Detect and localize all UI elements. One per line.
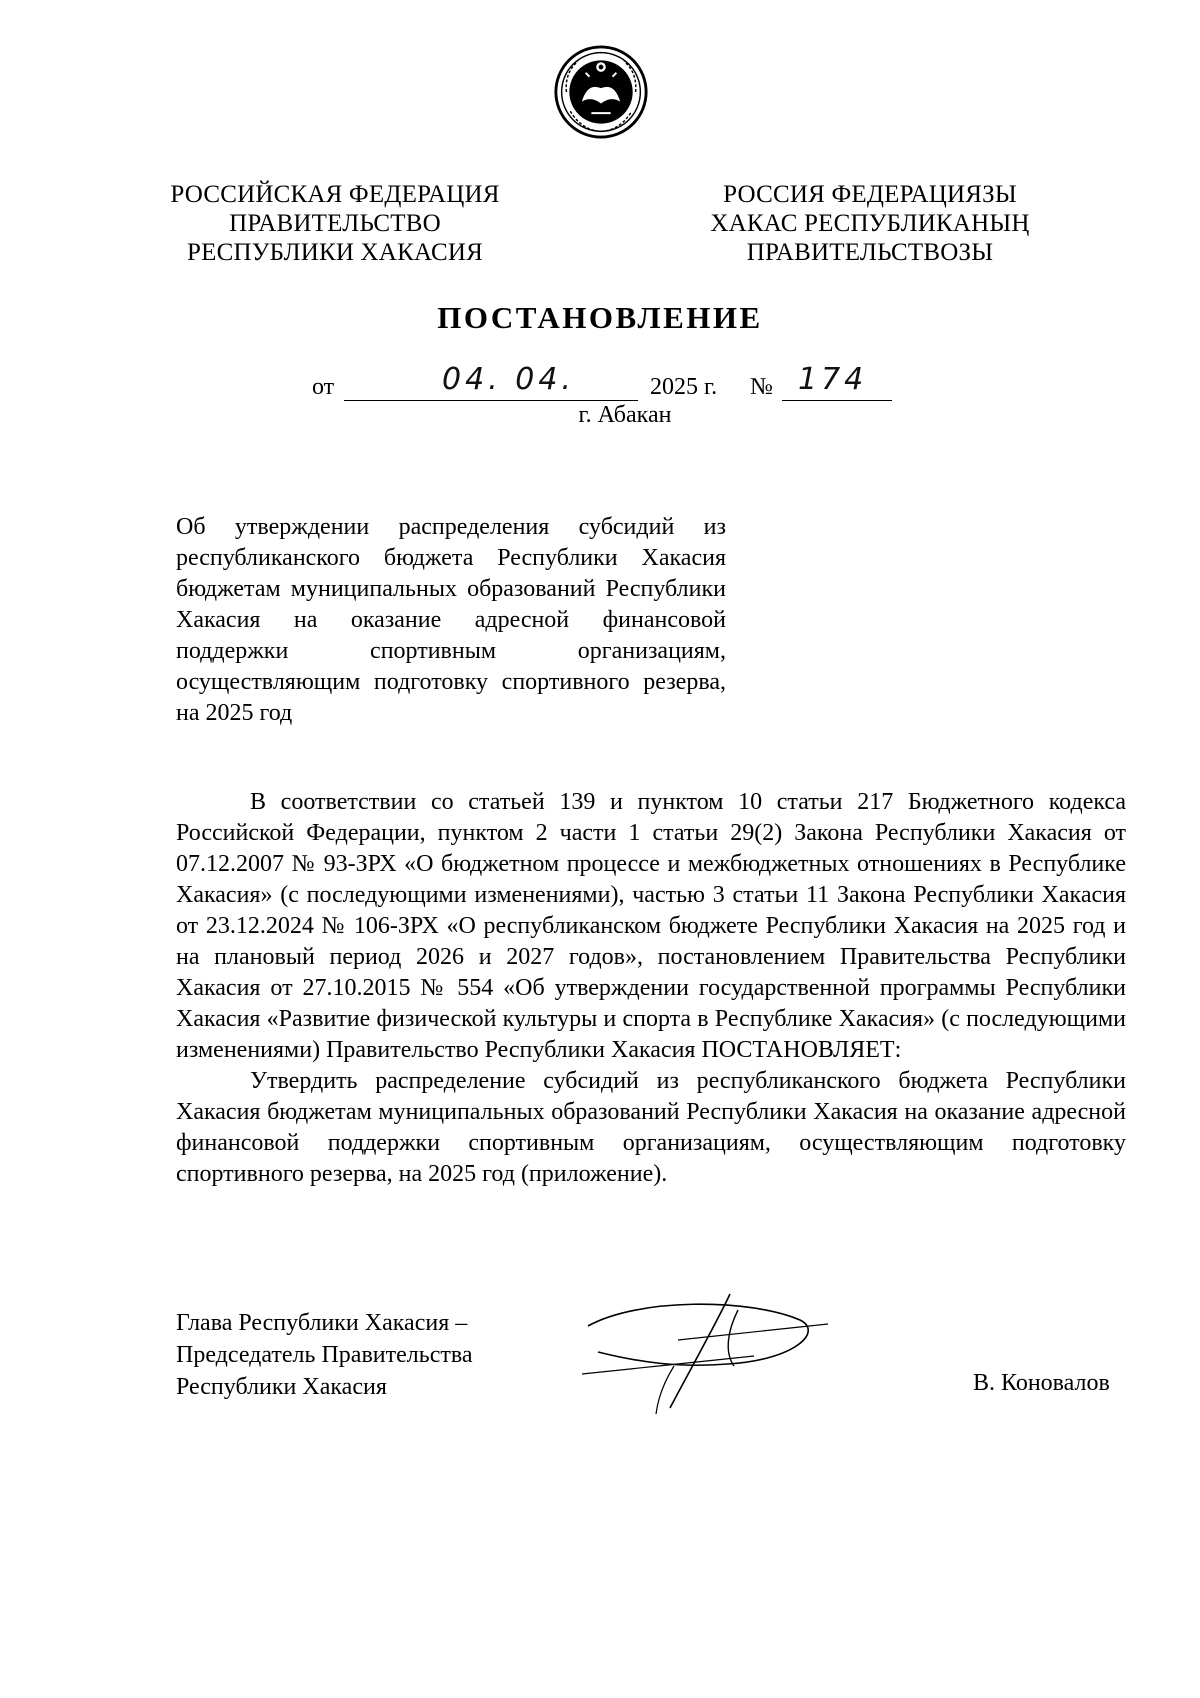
document-type-title: ПОСТАНОВЛЕНИЕ bbox=[437, 300, 763, 335]
header-right-line-1: РОССИЯ ФЕДЕРАЦИЯЗЫ bbox=[723, 181, 1017, 208]
body-paragraph-2: Утвердить распределение субсидий из республиканского бюджета Республики Хакасия бюджетам муниципальных образований Республики Хакасия на оказание адресной финансовой поддержки спортивным организациям, осуществляющим подготовку спортивного резерва, на 2025 год (приложение). bbox=[176, 1068, 1126, 1187]
header-left-line-1: РОССИЙСКАЯ ФЕДЕРАЦИЯ bbox=[170, 181, 500, 208]
handwritten-number: 174 bbox=[798, 362, 868, 397]
header-left-block bbox=[160, 180, 510, 267]
header-left-line-2: ПРАВИТЕЛЬСТВО bbox=[229, 210, 441, 237]
number-label: № bbox=[750, 374, 773, 400]
document-body bbox=[176, 787, 1126, 1190]
handwritten-date: 04. 04. bbox=[442, 362, 575, 397]
document-subject: Об утверждении распределения субсидий из республиканского бюджета Республики Хакасия бюджетам муниципальных образований Республики Хакасия на оказание адресной финансовой поддержки спортивным организациям, осуществляющим подготовку спортивного резерва, на 2025 год bbox=[176, 514, 726, 726]
number-underline bbox=[782, 362, 892, 401]
body-paragraph-1: В соответствии со статьей 139 и пунктом 10 статьи 217 Бюджетного кодекса Российской Федерации, пунктом 2 части 1 статьи 29(2) Закона Республики Хакасия от 07.12.2007 № 93-ЗРХ «О бюджетном процессе и межбюджетных отношениях в Республике Хакасия» (с последующими изменениями), частью 3 статьи 11 Закона Республики Хакасия от 23.12.2024 № 106-ЗРХ «О республиканском бюджете Республики Хакасия на 2025 год и на плановый период 2026 и 2027 годов», постановлением Правительства Республики Хакасия от 27.10.2015 № 554 «Об утверждении государственной программы Республики Хакасия «Развитие физической культуры и спорта в Республике Хакасия» (с последующими изменениями) Правительство Республики Хакасия ПОСТАНОВЛЯЕТ: bbox=[176, 789, 1126, 1063]
signatory-position-line-3: Республики Хакасия bbox=[176, 1374, 387, 1400]
header-left-line-3: РЕСПУБЛИКИ ХАКАСИЯ bbox=[187, 239, 483, 266]
signatory-position-line-1: Глава Республики Хакасия – bbox=[176, 1310, 468, 1336]
year-label: 2025 г. bbox=[650, 374, 718, 400]
header-right-line-2: ХАКАС РЕСПУБЛИКАНЫҢ bbox=[710, 210, 1030, 237]
handwritten-signature-icon bbox=[578, 1290, 878, 1425]
signatory-position-line-2: Председатель Правительства bbox=[176, 1342, 473, 1368]
signatory-name: В. Коновалов bbox=[973, 1370, 1110, 1396]
from-label: от bbox=[312, 374, 335, 400]
signatory-position bbox=[176, 1307, 473, 1403]
coat-of-arms-emblem-icon bbox=[553, 44, 649, 140]
header-right-line-3: ПРАВИТЕЛЬСТВОЗЫ bbox=[746, 239, 994, 266]
city-label: г. Абакан bbox=[578, 402, 672, 428]
header-right-block bbox=[690, 180, 1050, 267]
date-underline bbox=[344, 362, 638, 401]
